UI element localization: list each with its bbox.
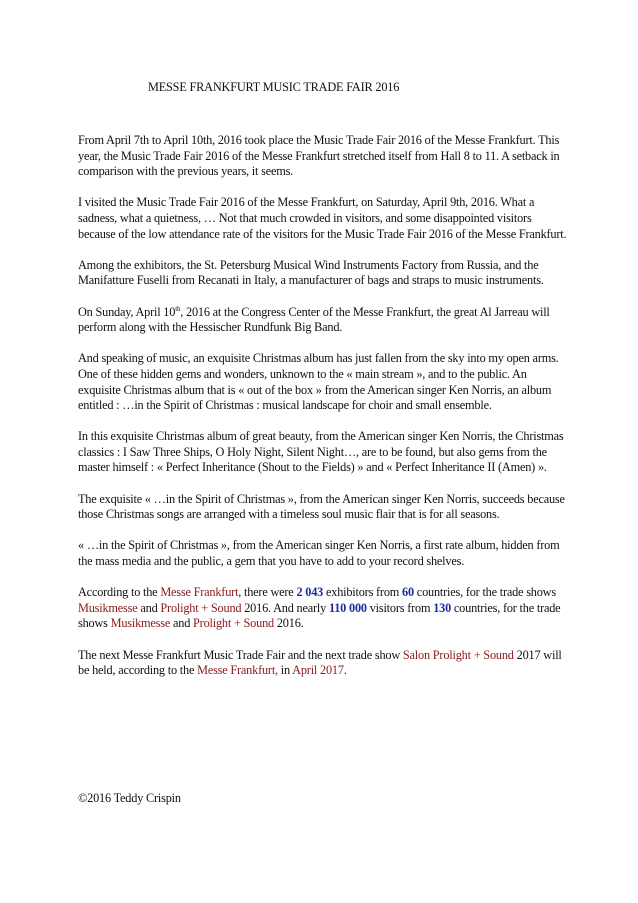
- paragraph-visit: I visited the Music Trade Fair 2016 of the Messe Frankfurt, on Saturday, April 9th, 2016. What a sadness, what a quietness, … Not that much crowded in visitors, and some disappointed visitors because of the low attendance rate of the visitors for the Music Trade Fair 2016 of the Messe Frankfurt.: [78, 195, 567, 241]
- text-segment: countries, for the trade shows: [413, 585, 556, 600]
- paragraph-christmas-album: And speaking of music, an exquisite Christmas album has just fallen from the sky into my open arms. One of these hidden gems and wonders, unknown to the « main stream », and to the public. An exquisite Christmas album that is « out of the box » from the American singer Ken Norris, an album entitled : …in the Spirit of Christmas : musical landscape for choir and small ensemble.: [78, 351, 559, 413]
- exhibitor-countries-count: 60: [402, 585, 414, 600]
- text-segment: 2017 will be held, according to the: [78, 647, 562, 678]
- copyright-footer: ©2016 Teddy Crispin: [78, 791, 181, 805]
- musikmesse-label: Musikmesse: [110, 616, 171, 631]
- paragraph-album-beauty: In this exquisite Christmas album of great beauty, from the American singer Ken Norris, the Christmas classics : I Saw Three Ships, O Holy Night, Silent Night…, are to be found, but also gems from the master himself : « Perfect Inheritance (Shout to the Fields) » and « Perfect Inheritance II (Amen) ».: [78, 429, 564, 475]
- paragraph-exhibitors: Among the exhibitors, the St. Petersburg Musical Wind Instruments Factory from Russia, and the Manifatture Fuselli from Recanati in Italy, a manufacturer of bags and straps to music instruments.: [78, 257, 544, 288]
- exhibitors-count: 2 043: [296, 585, 324, 600]
- paragraph-statistics: [78, 585, 568, 632]
- prolight-sound-label: Prolight + Sound: [193, 616, 274, 631]
- prolight-sound-label: Prolight + Sound: [160, 600, 242, 615]
- paragraph-intro: From April 7th to April 10th, 2016 took place the Music Trade Fair 2016 of the Messe Frankfurt. This year, the Music Trade Fair 2016 of the Messe Frankfurt stretched itself from Hall 8 to 11. A setback in comparison with the previous years, it seems.: [78, 133, 560, 179]
- document-title: MESSE FRANKFURT MUSIC TRADE FAIR 2016: [148, 80, 400, 94]
- paragraph-al-jarreau: [78, 305, 568, 336]
- text-segment: , 2016 at the Congress Center of the Messe Frankfurt, the great Al Jarreau will perform along with the Hessischer Rundfunk Big Band.: [78, 304, 550, 335]
- text-segment: The next Messe Frankfurt Music Trade Fair and the next trade show: [78, 647, 403, 662]
- text-segment: visitors from: [366, 600, 434, 615]
- text-segment: 2016.: [273, 616, 304, 631]
- text-segment: According to the: [78, 585, 161, 600]
- musikmesse-label: Musikmesse: [78, 600, 138, 615]
- paragraph-exquisite: The exquisite « …in the Spirit of Christmas », from the American singer Ken Norris, succeeds because those Christmas songs are arranged with a timeless soul music flair that is for all seasons.: [78, 491, 565, 522]
- text-segment: and: [170, 616, 194, 631]
- text-segment: in: [277, 663, 293, 678]
- messe-frankfurt-link: Messe Frankfurt: [160, 585, 239, 600]
- text-segment: and: [137, 600, 161, 615]
- superscript-ordinal: th: [175, 304, 181, 313]
- visitor-countries-count: 130: [433, 600, 452, 615]
- text-segment: countries, for the trade shows: [78, 600, 561, 631]
- text-segment: exhibitors from: [323, 585, 403, 600]
- paragraph-next-fair: [78, 648, 568, 679]
- salon-prolight-label: Salon Prolight + Sound: [402, 647, 514, 662]
- text-segment: .: [343, 663, 347, 678]
- text-segment: On Sunday, April 10: [78, 304, 176, 319]
- document-body: [78, 133, 568, 694]
- visitors-count: 110 000: [328, 600, 367, 615]
- messe-frankfurt-link: Messe Frankfurt,: [197, 663, 278, 678]
- text-segment: , there were: [238, 585, 297, 600]
- text-segment: 2016. And nearly: [241, 600, 329, 615]
- paragraph-first-rate: « …in the Spirit of Christmas », from the American singer Ken Norris, a first rate album, hidden from the mass media and the public, a gem that you have to add to your record shelves.: [78, 538, 560, 569]
- april-2017-label: April 2017: [292, 663, 344, 678]
